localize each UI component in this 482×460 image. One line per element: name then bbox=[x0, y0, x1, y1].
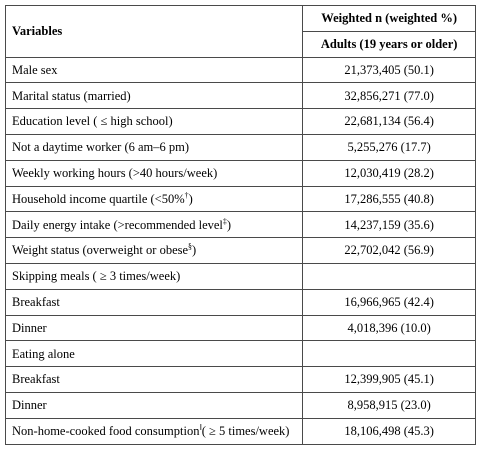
variable-label: Skipping meals ( ≥ 3 times/week) bbox=[12, 269, 181, 284]
variables-header: Variables bbox=[6, 6, 303, 58]
variable-cell bbox=[6, 315, 303, 341]
value-cell: 14,237,159 (35.6) bbox=[303, 212, 476, 238]
characteristics-table bbox=[5, 5, 476, 445]
variable-cell bbox=[6, 186, 303, 212]
variable-label: Weekly working hours (>40 hours/week) bbox=[12, 165, 218, 180]
table-row bbox=[6, 186, 476, 212]
table-row bbox=[6, 263, 476, 289]
variable-label: Breakfast bbox=[12, 372, 60, 387]
table-row bbox=[6, 160, 476, 186]
variable-label-suffix: ( ≥ 5 times/week) bbox=[201, 423, 290, 438]
variable-label: Daily energy intake (>recommended level bbox=[12, 217, 223, 232]
variable-label-suffix: ) bbox=[188, 191, 193, 206]
header-row-1 bbox=[6, 6, 476, 32]
variable-cell bbox=[6, 392, 303, 418]
table-row bbox=[6, 238, 476, 264]
variable-label: Dinner bbox=[12, 398, 47, 413]
variable-label: Dinner bbox=[12, 320, 47, 335]
footnote-marker: § bbox=[188, 242, 193, 252]
variable-label: Eating alone bbox=[12, 346, 75, 361]
value-cell: 12,399,905 (45.1) bbox=[303, 367, 476, 393]
footnote-marker: † bbox=[184, 190, 189, 200]
variable-cell bbox=[6, 83, 303, 109]
table-row bbox=[6, 315, 476, 341]
variable-cell bbox=[6, 289, 303, 315]
value-cell: 4,018,396 (10.0) bbox=[303, 315, 476, 341]
value-cell: 18,106,498 (45.3) bbox=[303, 418, 476, 444]
table-row bbox=[6, 367, 476, 393]
variable-label: Non-home-cooked food consumption bbox=[12, 423, 200, 438]
variable-label: Education level ( ≤ high school) bbox=[12, 114, 173, 129]
variable-cell bbox=[6, 367, 303, 393]
variable-cell bbox=[6, 160, 303, 186]
table-row bbox=[6, 212, 476, 238]
value-cell: 8,958,915 (23.0) bbox=[303, 392, 476, 418]
variable-label-suffix: ) bbox=[226, 217, 232, 232]
table-body bbox=[6, 57, 476, 444]
table-row bbox=[6, 289, 476, 315]
value-cell: 22,702,042 (56.9) bbox=[303, 238, 476, 264]
table-container bbox=[5, 5, 476, 445]
variable-cell bbox=[6, 57, 303, 83]
value-cell: 22,681,134 (56.4) bbox=[303, 109, 476, 135]
table-row bbox=[6, 134, 476, 160]
variable-cell bbox=[6, 109, 303, 135]
variable-cell bbox=[6, 238, 303, 264]
table-row bbox=[6, 341, 476, 367]
variable-cell bbox=[6, 212, 303, 238]
variable-label: Household income quartile (<50% bbox=[12, 191, 185, 206]
variable-cell bbox=[6, 134, 303, 160]
value-cell: 5,255,276 (17.7) bbox=[303, 134, 476, 160]
variable-label: Not a daytime worker (6 am–6 pm) bbox=[12, 140, 190, 155]
variable-label-suffix: ) bbox=[192, 243, 197, 258]
value-cell: 32,856,271 (77.0) bbox=[303, 83, 476, 109]
value-cell: 21,373,405 (50.1) bbox=[303, 57, 476, 83]
value-cell: 12,030,419 (28.2) bbox=[303, 160, 476, 186]
value-cell: 16,966,965 (42.4) bbox=[303, 289, 476, 315]
footnote-marker: ‡ bbox=[222, 216, 227, 226]
variable-label: Marital status (married) bbox=[12, 88, 131, 103]
table-row bbox=[6, 109, 476, 135]
table-row bbox=[6, 392, 476, 418]
value-cell: 17,286,555 (40.8) bbox=[303, 186, 476, 212]
table-row bbox=[6, 418, 476, 444]
weighted-header: Weighted n (weighted %) bbox=[303, 6, 476, 32]
table-row bbox=[6, 83, 476, 109]
variable-cell bbox=[6, 341, 303, 367]
value-cell bbox=[303, 263, 476, 289]
value-cell bbox=[303, 341, 476, 367]
variable-cell bbox=[6, 263, 303, 289]
variable-label: Male sex bbox=[12, 62, 58, 77]
adults-header: Adults (19 years or older) bbox=[303, 31, 476, 57]
variable-label: Breakfast bbox=[12, 294, 60, 309]
footnote-marker: ‖ bbox=[199, 422, 202, 432]
table-row bbox=[6, 57, 476, 83]
variable-label: Weight status (overweight or obese bbox=[12, 243, 189, 258]
variable-cell bbox=[6, 418, 303, 444]
